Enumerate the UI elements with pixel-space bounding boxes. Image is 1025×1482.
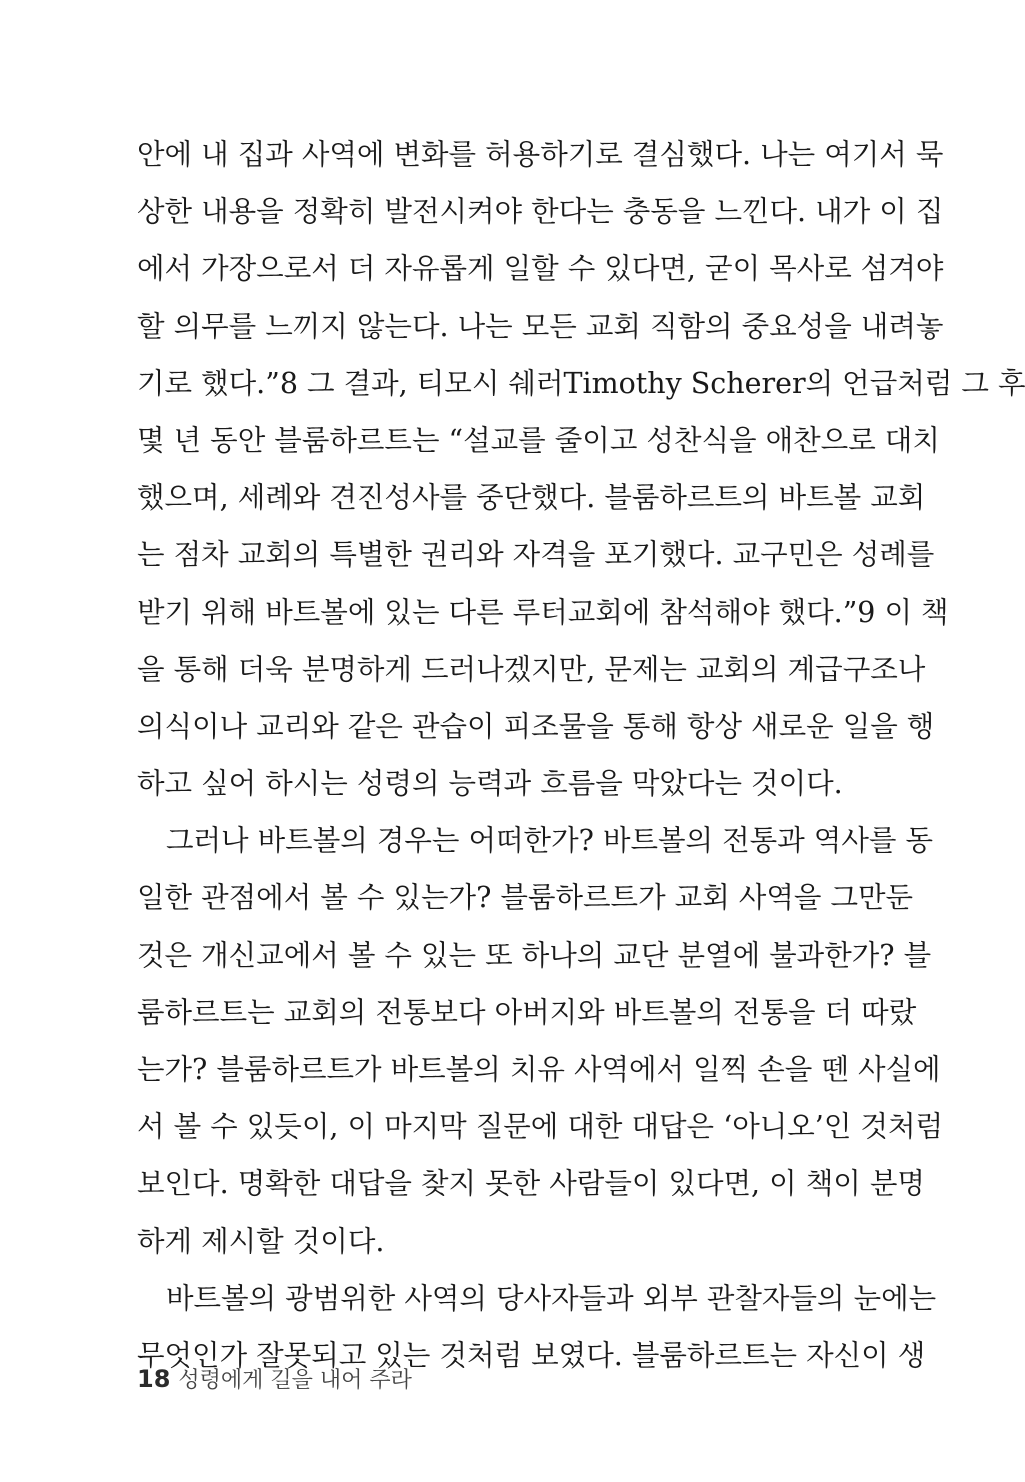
text-line: 하고 싶어 하시는 성령의 능력과 흐름을 막았다는 것이다. <box>137 767 843 801</box>
text-line: 받기 위해 바트볼에 있는 다른 루터교회에 참석해야 했다.”9 이 책 <box>137 595 949 629</box>
text-line: 에서 가장으로서 더 자유롭게 일할 수 있다면, 굳이 목사로 섬겨야 <box>137 252 944 286</box>
text-line: 몇 년 동안 블룸하르트는 “설교를 줄이고 성찬식을 애찬으로 대치 <box>137 423 940 457</box>
text-line: 것은 개신교에서 볼 수 있는 또 하나의 교단 분열에 불과한가? 블 <box>137 938 932 972</box>
body-text <box>137 126 1025 1384</box>
text-line: 그러나 바트볼의 경우는 어떠한가? 바트볼의 전통과 역사를 동 <box>166 824 933 858</box>
text-line: 을 통해 더욱 분명하게 드러나겠지만, 문제는 교회의 계급구조나 <box>137 652 926 686</box>
text-line: 는가? 블룸하르트가 바트볼의 치유 사역에서 일찍 손을 뗀 사실에 <box>137 1053 941 1086</box>
text-line: 서 볼 수 있듯이, 이 마지막 질문에 대한 대답은 ‘아니오’인 것처럼 <box>137 1110 944 1144</box>
text-line: 기로 했다.”8 그 결과, 티모시 쉐러Timothy Scherer의 언급처럼 그 후 <box>137 366 1025 400</box>
text-line: 안에 내 집과 사역에 변화를 허용하기로 결심했다. 나는 여기서 묵 <box>137 138 944 171</box>
text-line: 했으며, 세례와 견진성사를 중단했다. 블룸하르트의 바트볼 교회 <box>137 481 926 515</box>
page-footer <box>137 1363 412 1394</box>
text-line: 바트볼의 광범위한 사역의 당사자들과 외부 관찰자들의 눈에는 <box>166 1281 937 1315</box>
text-line: 할 의무를 느끼지 않는다. 나는 모든 교회 직함의 중요성을 내려놓 <box>137 309 944 343</box>
running-title: 성령에게 길을 내어 주라 <box>178 1368 412 1393</box>
text-line: 는 점차 교회의 특별한 권리와 자격을 포기했다. 교구민은 성례를 <box>137 538 935 572</box>
text-line: 일한 관점에서 볼 수 있는가? 블룸하르트가 교회 사역을 그만둔 <box>137 881 914 915</box>
text-line: 무엇인가 잘못되고 있는 것처럼 보였다. 블룸하르트는 자신이 생 <box>137 1338 926 1372</box>
text-line: 하게 제시할 것이다. <box>137 1224 385 1258</box>
page-number: 18 <box>137 1365 171 1393</box>
text-line: 상한 내용을 정확히 발전시켜야 한다는 충동을 느낀다. 내가 이 집 <box>137 195 944 229</box>
text-line: 의식이나 교리와 같은 관습이 피조물을 통해 항상 새로운 일을 행 <box>137 709 935 743</box>
text-line: 룸하르트는 교회의 전통보다 아버지와 바트볼의 전통을 더 따랐 <box>137 995 917 1029</box>
text-line: 보인다. 명확한 대답을 찾지 못한 사람들이 있다면, 이 책이 분명 <box>137 1167 925 1201</box>
